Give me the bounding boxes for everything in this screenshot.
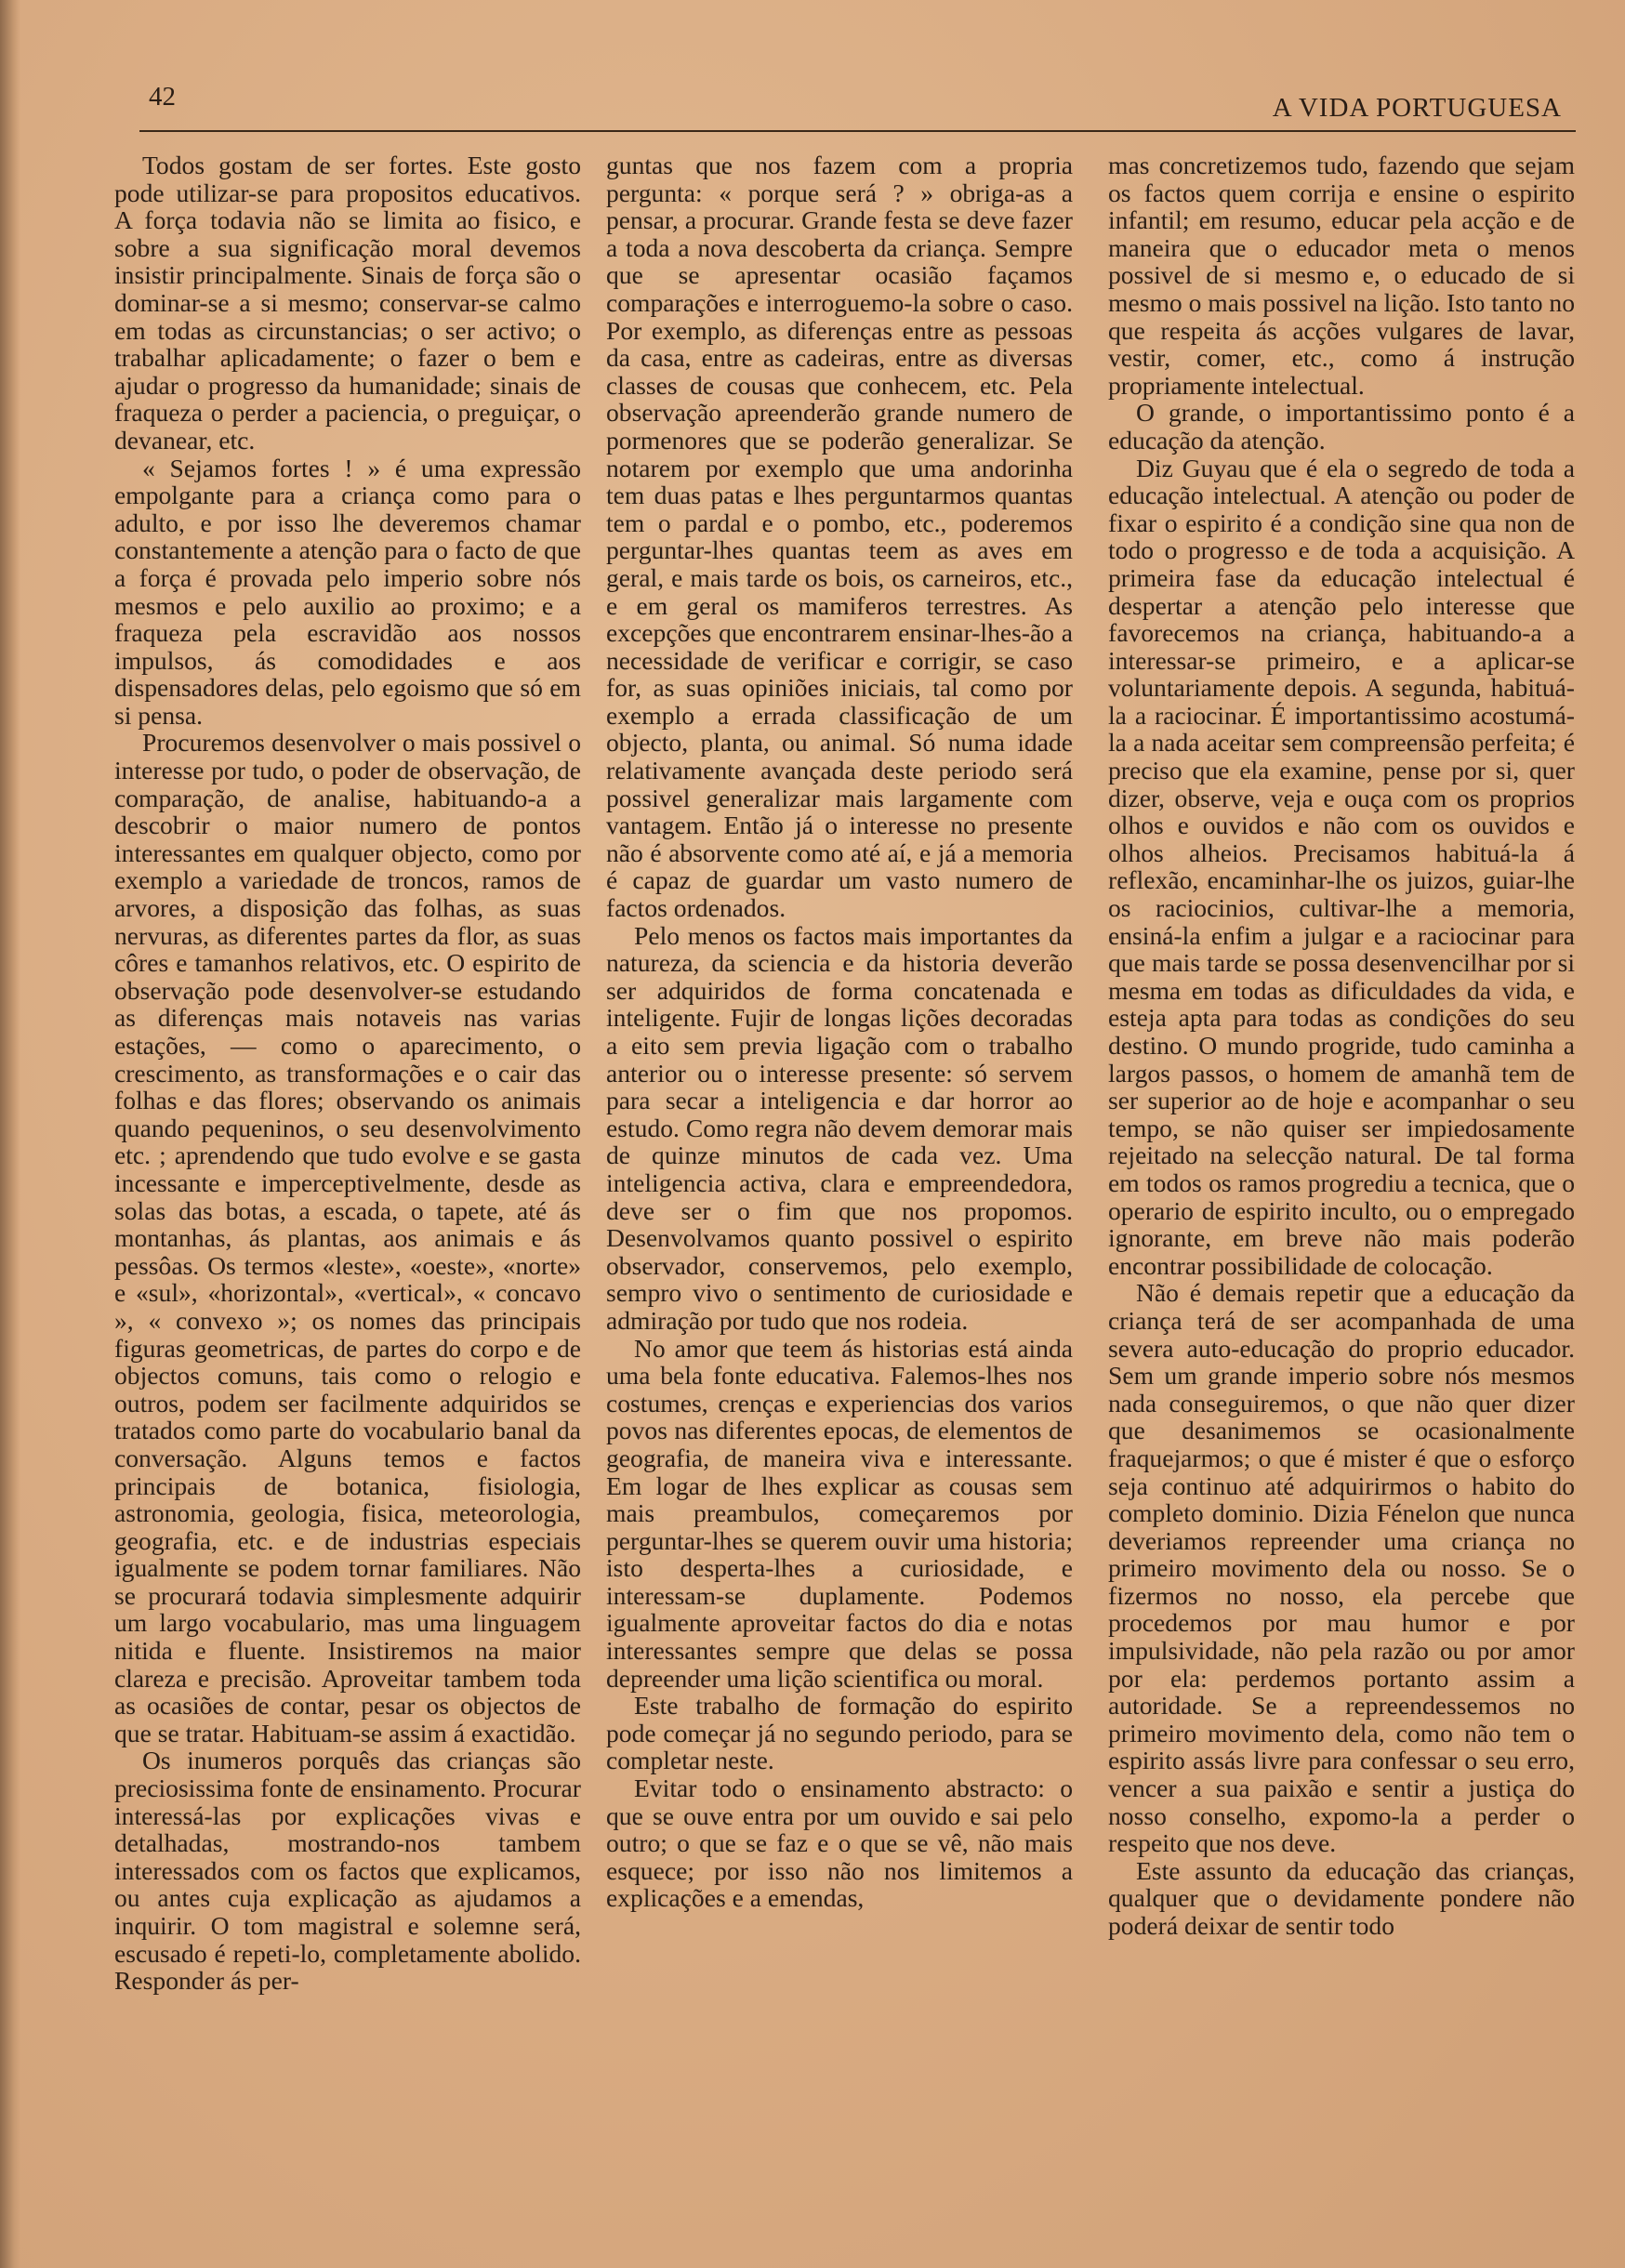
text-column-3 bbox=[1108, 152, 1575, 2215]
paragraph: Procuremos desenvolver o mais possivel o interesse por tudo, o poder de observação, de comparação, de analise, habituando-a a descobrir o maior numero de pontos interessantes em qualquer objecto, como por exemplo a variedade de troncos, ramos de arvores, a disposição das folhas, as suas nervuras, as diferentes partes da flor, as suas côres e tamanhos relativos, etc. O espirito de observação pode desenvolver-se estudando as diferenças mais notaveis nas varias estações, — como o aparecimento, o crescimento, as transformações e o cair das folhas e das flores; observando os animais quando pequeninos, o seu desenvolvimento etc. ; aprendendo que tudo evolve e se gasta incessante e imperceptivelmente, desde as solas das botas, a escada, o tapete, até ás montanhas, ás plantas, aos animais e ás pessôas. Os termos «leste», «oeste», «norte» e «sul», «horizontal», «vertical», « concavo », « convexo »; os nomes das principais figuras geometricas, de partes do corpo e de objectos comuns, tais como o relogio e outros, podem ser facilmente adquiridos se tratados como parte do vocabulario banal da conversação. Alguns temos e factos principais de botanica, fisiologia, astronomia, geologia, fisica, meteorologia, geografia, etc. e de industrias especiais igualmente se podem tornar familiares. Não se procurará todavia simplesmente adquirir um largo vocabulario, mas uma linguagem nitida e fluente. Insistiremos na maior clareza e precisão. Aproveitar tambem toda as ocasiões de contar, pesar os objectos de que se tratar. Habituam-se assim á exactidão. bbox=[114, 728, 581, 1747]
paragraph: O grande, o importantissimo ponto é a educação da atenção. bbox=[1108, 398, 1575, 455]
text-column-1 bbox=[114, 152, 581, 2215]
page-header bbox=[139, 82, 1562, 126]
paragraph: « Sejamos fortes ! » é uma expressão empolgante para a criança como para o adulto, e por isso lhe deveremos chamar constantemente a atenção para o facto de que a força é provada pelo imperio sobre nós mesmos e pelo auxilio ao proximo; e a fraqueza pela escravidão aos nossos impulsos, ás comodidades e aos dispensadores delas, pelo egoismo que só em si pensa. bbox=[114, 453, 581, 730]
paragraph: No amor que teem ás historias está ainda uma bela fonte educativa. Falemos-lhes nos costumes, crenças e experiencias dos varios povos nas diferentes epocas, de elementos de geografia, de maneira viva e interessante. Em logar de lhes explicar as cousas sem mais preambulos, começaremos por perguntar-lhes se querem ouvir uma historia; isto desperta-lhes a curiosidade, e interessam-se duplamente. Podemos igualmente aproveitar factos do dia e notas interessantes sempre que delas se possa depreender uma lição scientifica ou moral. bbox=[606, 1333, 1073, 1693]
paragraph: Todos gostam de ser fortes. Este gosto pode utilizar-se para propositos educativos. A força todavia não se limita ao fisico, e sobre a sua significação moral devemos insistir principalmente. Sinais de força são o dominar-se a si mesmo; conservar-se calmo em todas as circunstancias; o ser activo; o trabalhar aplicadamente; o fazer o bem e ajudar o progresso da humanidade; sinais de fraqueza o perder a paciencia, o preguiçar, o devanear, etc. bbox=[114, 152, 581, 455]
paragraph: Não é demais repetir que a educação da criança terá de ser acompanhada de uma severa auto-educação do proprio educador. Sem um grande imperio sobre nós mesmos nada conseguiremos, o que não quer dizer que desanimemos se ocasionalmente fraquejarmos; o que é mister é que o esforço seja continuo até adquirirmos o habito do completo dominio. Dizia Fénelon que nunca deveriamos repreender uma criança no primeiro movimento dela ou nosso. Se o fizermos no nosso, ela percebe que procedemos por mau humor e por impulsividade, não pela razão ou por amor por ela: perdemos portanto assim a autoridade. Se a repreendessemos no primeiro movimento dela, como não tem o espirito assás livre para confessar o seu erro, vencer a sua paixão e sentir a justiça do nosso conselho, expomo-la a perder o respeito que nos deve. bbox=[1108, 1278, 1575, 1858]
paragraph: Este assunto da educação das crianças, qualquer que o devidamente pondere não poderá deixar de sentir todo bbox=[1108, 1855, 1575, 1940]
paragraph: Evitar todo o ensinamento abstracto: o que se ouve entra por um ouvido e sai pelo outro; o que se faz e o que se vê, não mais esquece; por isso não nos limitemos a explicações e a emendas, bbox=[606, 1774, 1073, 1913]
text-column-2 bbox=[606, 152, 1073, 2215]
paragraph: Este trabalho de formação do espirito pode começar já no segundo periodo, para se completar neste. bbox=[606, 1691, 1073, 1775]
paragraph: Pelo menos os factos mais importantes da natureza, da sciencia e da historia deverão ser adquiridos de forma concatenada e inteligente. Fujir de longas lições decoradas a eito sem previa ligação com o trabalho anterior ou o interesse presente: só servem para secar a inteligencia e dar horror ao estudo. Como regra não devem demorar mais de quinze minutos de cada vez. Uma inteligencia activa, clara e empreendedora, deve ser o fim que nos propomos. Desenvolvamos quanto possivel o espirito observador, conservemos, pelo exemplo, sempro vivo o sentimento de curiosidade e admiração por tudo que nos rodeia. bbox=[606, 920, 1073, 1335]
running-title: A VIDA PORTUGUESA bbox=[1272, 93, 1562, 123]
paragraph-continued: mas concretizemos tudo, fazendo que sejam os factos quem corrija e ensine o espirito infantil; em resumo, educar pela acção e de maneira que o educador meta o menos possivel de si mesmo e, o educado de si mesmo o mais possivel na lição. Isto tanto no que respeita ás acções vulgares de lavar, vestir, comer, etc., como á instrução propriamente intelectual. bbox=[1108, 152, 1575, 400]
page-binding-edge bbox=[0, 0, 20, 2268]
paragraph-continued: guntas que nos fazem com a propria pergunta: « porque será ? » obriga-as a pensar, a procurar. Grande festa se deve fazer a toda a nova descoberta da criança. Sempre que se apresentar ocasião façamos comparações e interroguemo-la sobre o caso. Por exemplo, as diferenças entre as pessoas da casa, entre as cadeiras, entre as diversas classes de cousas que conhecem, etc. Pela observação apreenderão grande numero de pormenores que se poderão generalizar. Se notarem por exemplo que uma andorinha tem duas patas e lhes perguntarmos quantas tem o pardal e o pombo, etc., poderemos perguntar-lhes quantas teem as aves em geral, e mais tarde os bois, os carneiros, etc., e em geral os mamiferos terrestres. As excepções que encontrarem ensinar-lhes-ão a necessidade de verificar e corrigir, se caso for, as suas opiniões iniciais, tal como por exemplo a errada classificação de um objecto, planta, ou animal. Só numa idade relativamente avançada deste periodo será possivel generalizar mais largamente com vantagem. Então já o interesse no presente não é absorvente como até aí, e já a memoria é capaz de guardar um vasto numero de factos ordenados. bbox=[606, 152, 1073, 923]
header-rule bbox=[139, 130, 1576, 132]
page-number: 42 bbox=[149, 82, 176, 112]
paragraph: Diz Guyau que é ela o segredo de toda a educação intelectual. A atenção ou poder de fixar o espirito é a condição sine qua non de todo o progresso e de toda a acquisição. A primeira fase da educação intelectual é despertar a atenção pelo interesse que favorecemos na criança, habituando-a a interessar-se primeiro, e a aplicar-se voluntariamente depois. A segunda, habituá-la a raciocinar. É importantissimo acostumá-la a nada aceitar sem compreensão perfeita; é preciso que ela examine, pense por si, quer dizer, observe, veja e ouça com os proprios olhos e ouvidos e não com os ouvidos e olhos alheios. Precisamos habituá-la á reflexão, encaminhar-lhe os juizos, guiar-lhe os raciocinios, cultivar-lhe a memoria, ensiná-la enfim a julgar e a raciocinar para que mais tarde se possa desenvencilhar por si mesma em todas as dificuldades da vida, e esteja apta para todas as condições do seu destino. O mundo progride, tudo caminha a largos passos, o homem de amanhã tem de ser superior ao de hoje e acompanhar o seu tempo, se não quiser ser impiedosamente rejeitado na selecção natural. De tal forma em todos os ramos progrediu a tecnica, que o operario de espirito inculto, ou o empregado ignorante, em breve não mais poderão encontrar possibilidade de colocação. bbox=[1108, 453, 1575, 1280]
paragraph: Os inumeros porquês das crianças são preciosissima fonte de ensinamento. Procurar interessá-las por explicações vivas e detalhadas, mostrando-nos tambem interessados com os factos que explicamos, ou antes cuja explicação as ajudamos a inquirir. O tom magistral e solemne será, escusado é repeti-lo, completamente abolido. Responder ás per- bbox=[114, 1746, 581, 1996]
